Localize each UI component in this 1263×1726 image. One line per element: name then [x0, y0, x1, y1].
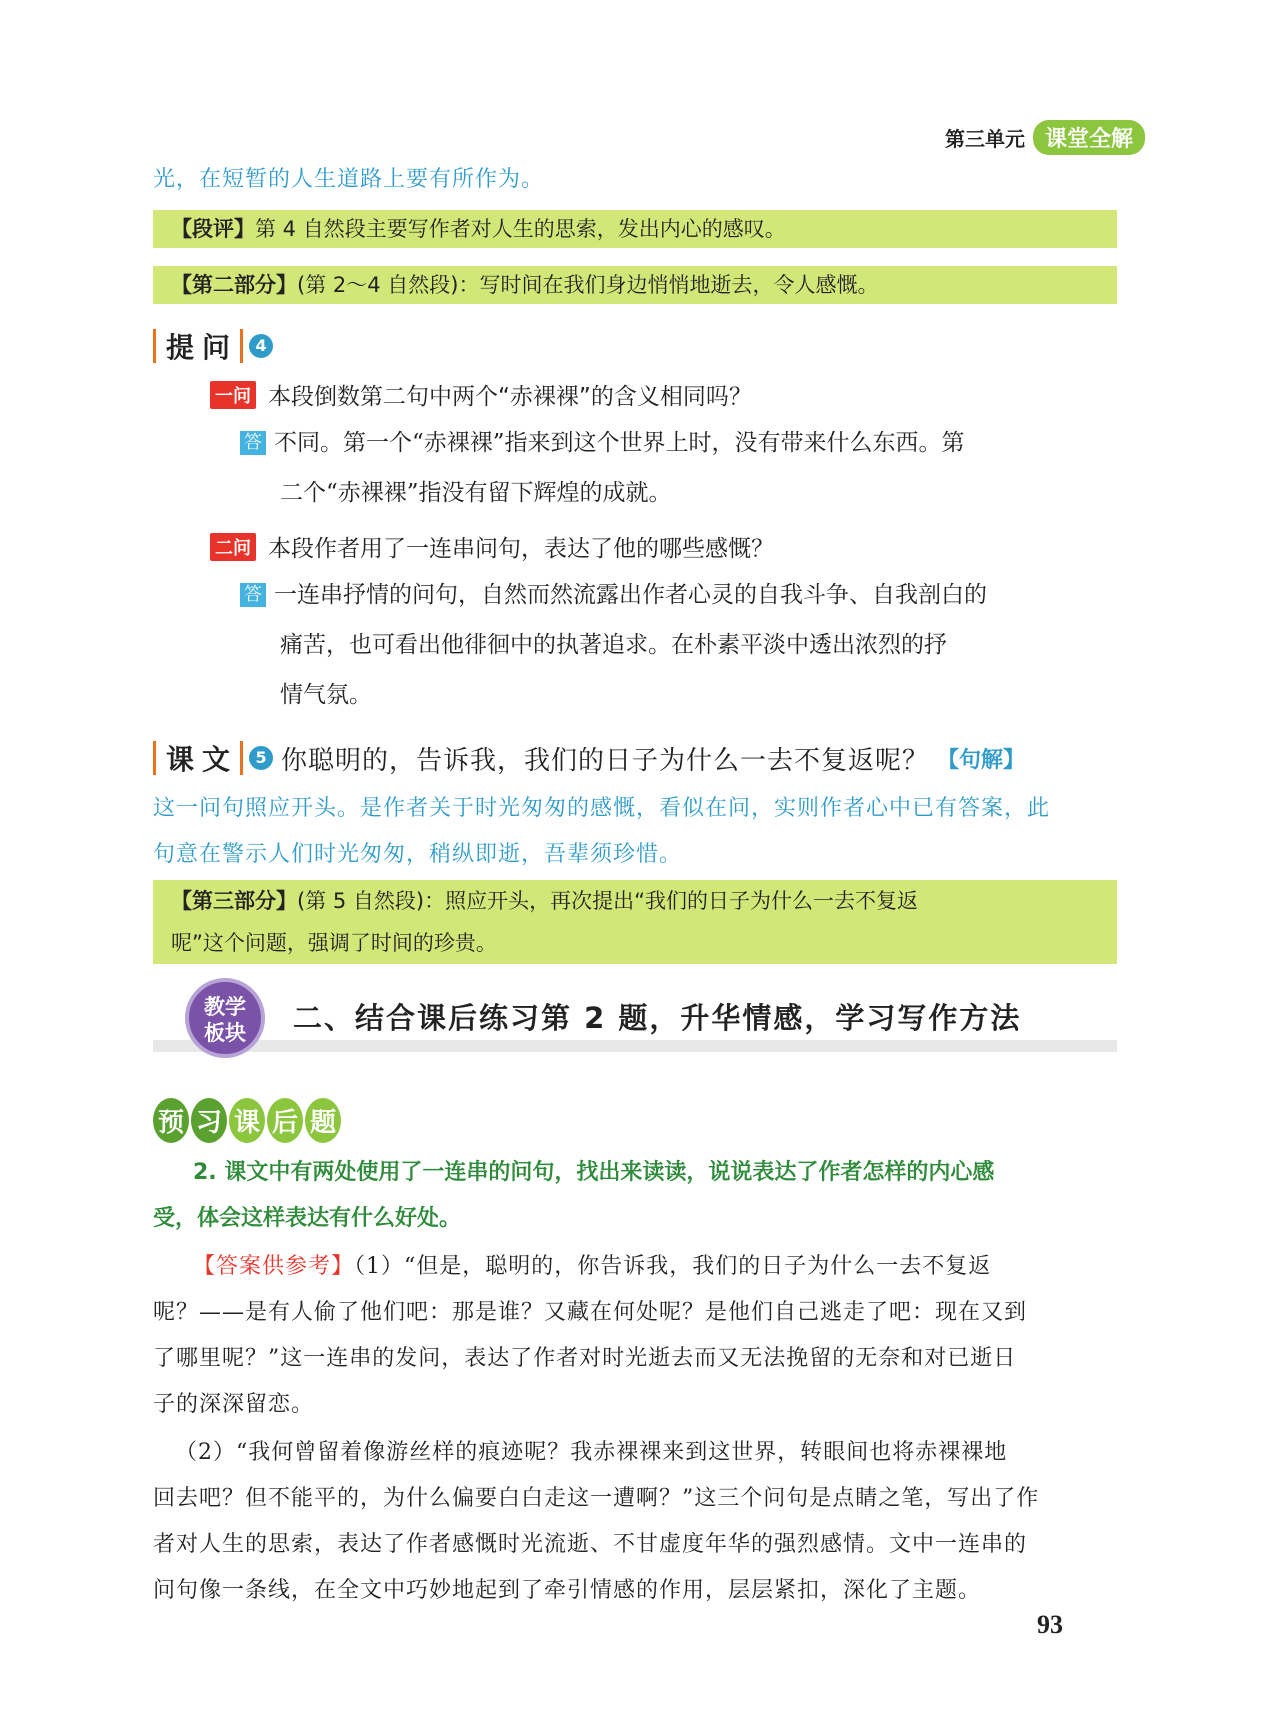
answer-tag: 答 [240, 583, 266, 607]
page-number: 93 [1037, 1610, 1063, 1639]
answer-paragraph-2 [153, 1430, 1117, 1614]
sentence-analysis-tag: 【句解】 [937, 747, 1026, 773]
heading-bar [153, 741, 156, 775]
text-section-heading [153, 738, 1123, 778]
badge-line: 板块 [204, 1021, 246, 1045]
answer-paragraph-1 [153, 1244, 1117, 1428]
answer-1 [240, 418, 1120, 518]
question-2 [210, 530, 774, 563]
heading-bar [240, 329, 243, 363]
answer-line: 情气氛。 [280, 682, 372, 708]
answer-line: 一连串抒情的问句，自然而然流露出作者心灵的自我斗争、自我剖白的 [274, 582, 987, 608]
module-stripe [153, 1040, 1117, 1052]
teaching-module-header [153, 978, 1117, 1074]
label-char: 后 [267, 1098, 303, 1143]
question-1 [210, 378, 752, 411]
unit-label: 第三单元 [944, 127, 1025, 151]
answer-2 [240, 570, 1120, 720]
question-text: 本段作者用了一连串问句，表达了他的哪些感慨？ [268, 536, 774, 562]
answer-line: 问句像一条线，在全文中巧妙地起到了牵引情感的作用，层层紧扣，深化了主题。 [153, 1578, 982, 1603]
page-header [945, 120, 1145, 155]
answer-tag: 答 [240, 431, 266, 455]
band-label: 【段评】 [171, 217, 255, 241]
question-tag: 一问 [210, 381, 256, 409]
answer-line: 者对人生的思索，表达了作者感慨时光流逝、不甘虚度年华的强烈感情。文中一连串的 [153, 1532, 1028, 1557]
question-text: 本段倒数第二句中两个“赤裸裸”的含义相同吗？ [268, 384, 752, 410]
label-char: 预 [153, 1098, 189, 1143]
module-title: 二、结合课后练习第 2 题，升华情感，学习写作方法 [293, 1001, 1022, 1035]
section-title: 提问 [166, 331, 239, 364]
continued-line: 光，在短暂的人生道路上要有所作为。 [153, 167, 545, 192]
ask-section-heading [153, 326, 273, 366]
badge-line: 教学 [204, 995, 246, 1019]
paragraph-number-badge: 4 [249, 334, 273, 358]
band-label: 【第三部分】 [171, 889, 297, 913]
answer-line: 了哪里呢？”这一连串的发问，表达了作者对时光逝去而又无法挽留的无奈和对已逝日 [153, 1346, 1017, 1371]
module-badge [185, 978, 265, 1058]
answer-line: 回去吧？但不能平的，为什么偏要白白走这一遭啊？”这三个问句是点睛之笔，写出了作 [153, 1486, 1040, 1511]
answer-line: （2）“我何曾留着像游丝样的痕迹呢？我赤裸裸来到这世界，转眼间也将赤裸裸地 [175, 1440, 1008, 1465]
question-tag: 二问 [210, 533, 256, 561]
label-char: 题 [305, 1098, 341, 1143]
section-title: 课文 [166, 743, 239, 776]
band-label: 【第二部分】 [171, 273, 297, 297]
preview-exercise-label [153, 1098, 341, 1143]
heading-bar [240, 741, 243, 775]
brand-badge: 课堂全解 [1033, 120, 1145, 155]
band-text: 呢”这个问题，强调了时间的珍贵。 [171, 931, 497, 955]
answer-line: 子的深深留恋。 [153, 1392, 315, 1417]
exercise-question [153, 1150, 1117, 1242]
band-text: 第 4 自然段主要写作者对人生的思索，发出内心的感叹。 [255, 217, 786, 241]
note-line: 这一问句照应开头。是作者关于时光匆匆的感慨，看似在问，实则作者心中已有答案，此 [153, 796, 1051, 821]
answer-line: 呢？——是有人偷了他们吧：那是谁？又藏在何处呢？是他们自己逃走了吧：现在又到 [153, 1300, 1028, 1325]
band-text: (第 5 自然段)：照应开头，再次提出“我们的日子为什么一去不复返 [297, 889, 918, 913]
answer-line: （1）“但是，聪明的，你告诉我，我们的日子为什么一去不复返 [354, 1254, 992, 1279]
answer-line: 二个“赤裸裸”指没有留下辉煌的成就。 [280, 480, 672, 506]
label-char: 课 [229, 1098, 265, 1143]
label-char: 习 [191, 1098, 227, 1143]
quoted-sentence: 你聪明的，告诉我，我们的日子为什么一去不复返呢？ [281, 745, 930, 776]
reference-answer-tag: 【答案供参考】 [193, 1254, 355, 1279]
band-text: (第 2～4 自然段)：写时间在我们身边悄悄地逝去，令人感慨。 [297, 273, 879, 297]
part-three-band [153, 880, 1117, 964]
note-line: 句意在警示人们时光匆匆，稍纵即逝，吾辈须珍惜。 [153, 842, 683, 867]
paragraph-comment-band [153, 210, 1117, 248]
sentence-note [153, 786, 1123, 878]
answer-line: 痛苦，也可看出他徘徊中的执著追求。在朴素平淡中透出浓烈的抒 [280, 632, 947, 658]
heading-bar [153, 329, 156, 363]
answer-line: 不同。第一个“赤裸裸”指来到这个世界上时，没有带来什么东西。第 [274, 430, 965, 456]
part-two-band [153, 266, 1117, 304]
paragraph-number-badge: 5 [249, 746, 273, 770]
exercise-line: 受，体会这样表达有什么好处。 [153, 1206, 462, 1231]
heading-group [153, 738, 273, 778]
exercise-line: 2. 课文中有两处使用了一连串的问句，找出来读读，说说表达了作者怎样的内心感 [193, 1160, 995, 1185]
